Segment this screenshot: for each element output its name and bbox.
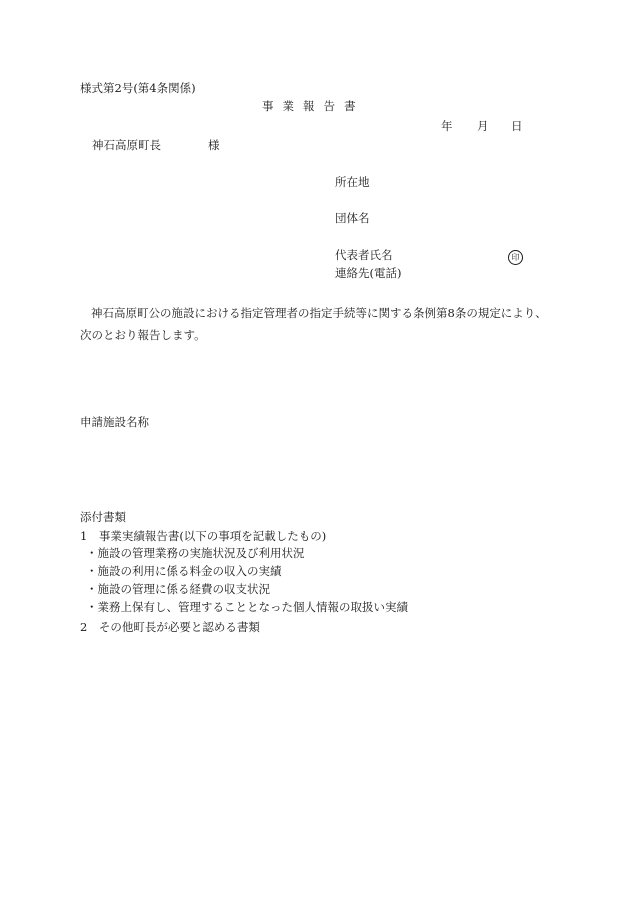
group-name-label: 団体名 [335,211,370,225]
attachment-item-1: 1 事業実績報告書(以下の事項を記載したもの) [80,529,327,543]
representative-label: 代表者氏名 [335,248,393,262]
attachment-subitems [86,545,408,617]
attachment-subitem: ・施設の管理業務の実施状況及び利用状況 [86,546,305,560]
attachment-subitem: ・施設の管理に係る経費の収支状況 [86,582,270,596]
addressee-honorific: 様 [208,138,220,152]
seal-mark [508,248,523,265]
date-day-label: 日 [511,119,523,133]
attachments-heading: 添付書類 [80,510,126,524]
address-label: 所在地 [335,175,370,189]
document-title: 事業報告書 [262,99,365,113]
seal-icon: 印 [508,250,523,265]
contact-label: 連絡先(電話) [335,266,402,280]
date-year-label: 年 [441,119,453,133]
addressee-name: 神石高原町長 [92,138,161,152]
date-month-label: 月 [477,119,489,133]
report-body: 神石高原町公の施設における指定管理者の指定手続等に関する条例第8条の規定により、次のとおり報告します。 [80,306,547,342]
facility-name-label: 申請施設名称 [80,415,149,429]
form-number: 様式第2号(第4条関係) [80,81,196,95]
attachment-subitem: ・業務上保有し、管理することとなった個人情報の取扱い実績 [86,600,408,614]
attachment-subitem: ・施設の利用に係る料金の収入の実績 [86,564,282,578]
attachment-item-2: 2 その他町長が必要と認める書類 [80,620,260,634]
